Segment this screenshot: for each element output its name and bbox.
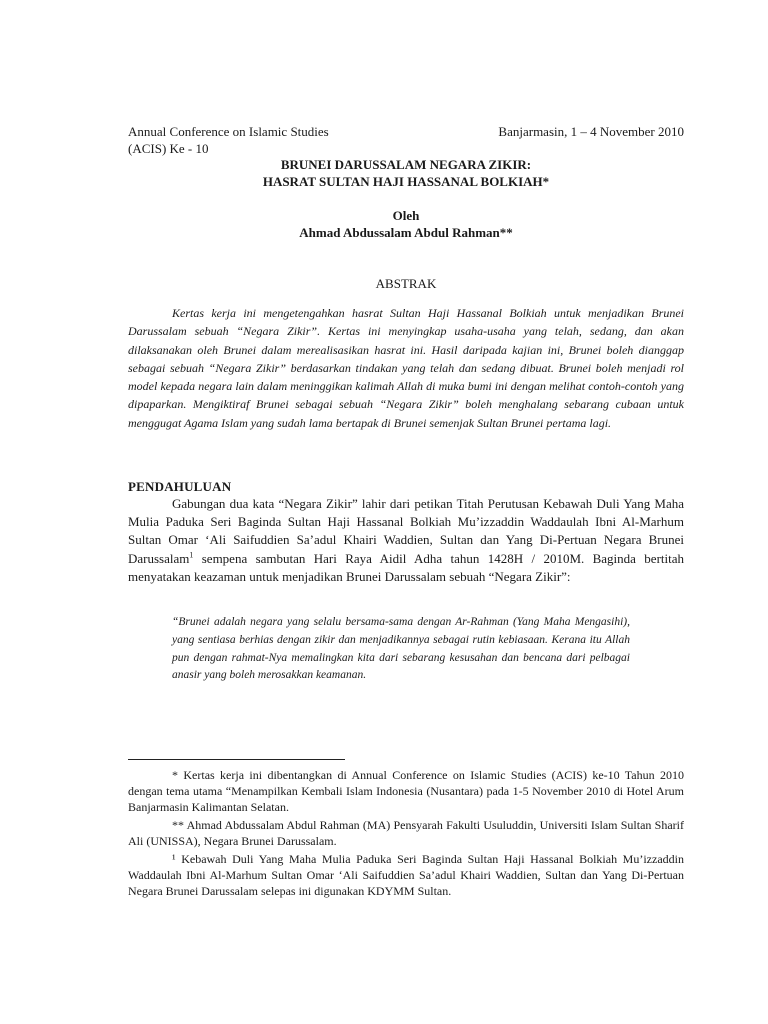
author-name: Ahmad Abdussalam Abdul Rahman** (299, 225, 513, 240)
footnote-separator (128, 759, 345, 760)
introduction-paragraph (128, 495, 684, 586)
footnote-double-star: ** Ahmad Abdussalam Abdul Rahman (MA) Pensyarah Fakulti Usuluddin, Universiti Islam Sultan Sharif Ali (UNISSA), Negara Brunei Darussalam. (128, 818, 684, 849)
running-header (128, 123, 684, 140)
footnote-star: * Kertas kerja ini dibentangkan di Annual Conference on Islamic Studies (ACIS) ke-10 Tahun 2010 dengan tema utama “Menampilkan Kembali Islam Indonesia (Nusantara) pada 1-5 November 2010 di Hotel Arum Banjarmasin Kalimantan Selatan. (128, 768, 684, 815)
abstract-text: Kertas kerja ini mengetengahkan hasrat Sultan Haji Hassanal Bolkiah untuk menjadikan Brunei Darussalam sebuah “Negara Zikir”. Kertas ini menyingkap usaha-usaha yang telah, sedang, dan akan dilaksanakan oleh Brunei dalam merealisasikan hasrat ini. Hasil daripada kajian ini, Brunei boleh dianggap sebagai sebuah “Negara Zikir” berdasarkan tindakan yang telah dan sedang dibuat. Brunei boleh menjadi rol model kepada negara lain dalam meninggikan kalimah Allah di muka bumi ini dengan melihat contoh-contoh yang dipaparkan. Mengiktiraf Brunei sebagai sebuah “Negara Zikir” boleh menghalang sebarang cubaan untuk menggugat Agama Islam yang sudah lama bertapak di Brunei semenjak Sultan Brunei pertama lagi. (128, 306, 684, 430)
paper-title-line-1: BRUNEI DARUSSALAM NEGARA ZIKIR: (280, 157, 532, 172)
conference-name: Annual Conference on Islamic Studies (128, 124, 329, 139)
block-quote: “Brunei adalah negara yang selalu bersama-sama dengan Ar-Rahman (Yang Maha Mengasihi), yang sentiasa berhias dengan zikir dan menjadikannya sebagai rutin kebiasaan. Kerana itu Allah pun dengan rahmat-Nya memalingkan kita dari sebarang kesusahan dan bencana dari pelbagai anasir yang boleh merosakkan keamanan. (172, 616, 630, 682)
byline-label: Oleh (392, 208, 420, 223)
abstract-heading: ABSTRAK (375, 276, 437, 291)
footnote-1: ¹ Kebawah Duli Yang Maha Mulia Paduka Seri Baginda Sultan Haji Hassanal Bolkiah Mu’izzaddin Waddaulah Ibni Al-Marhum Sultan Omar ‘Ali Saifuddien Sa’adul Khairi Waddien, Sultan dan Yang Di-Pertuan Negara Brunei Darussalam selepas ini digunakan KDYMM Sultan. (128, 852, 684, 899)
conference-edition: (ACIS) Ke - 10 (128, 141, 209, 156)
paper-title-line-2: HASRAT SULTAN HAJI HASSANAL BOLKIAH* (262, 174, 550, 189)
footnote-ref-1[interactable]: 1 (189, 550, 194, 560)
section-heading-introduction: PENDAHULUAN (128, 479, 232, 494)
intro-text-part-2: sempena sambutan Hari Raya Aidil Adha tahun 1428H / 2010M. Baginda bertitah menyatakan keazaman untuk menjadikan Brunei Darussalam sebuah “Negara Zikir”: (128, 550, 684, 584)
conference-place-date: Banjarmasin, 1 – 4 November 2010 (498, 124, 684, 139)
intro-text-part-1: Gabungan dua kata “Negara Zikir” lahir dari petikan Titah Perutusan Kebawah Duli Yang Maha Mulia Paduka Seri Baginda Sultan Haji Hassanal Bolkiah Mu’izzaddin Waddaulah Ibni Al-Marhum Sultan Omar ‘Ali Saifuddien Sa’adul Khairi Waddien, Sultan dan Yang Di-Pertuan Negara Brunei Darussalam (128, 496, 684, 566)
